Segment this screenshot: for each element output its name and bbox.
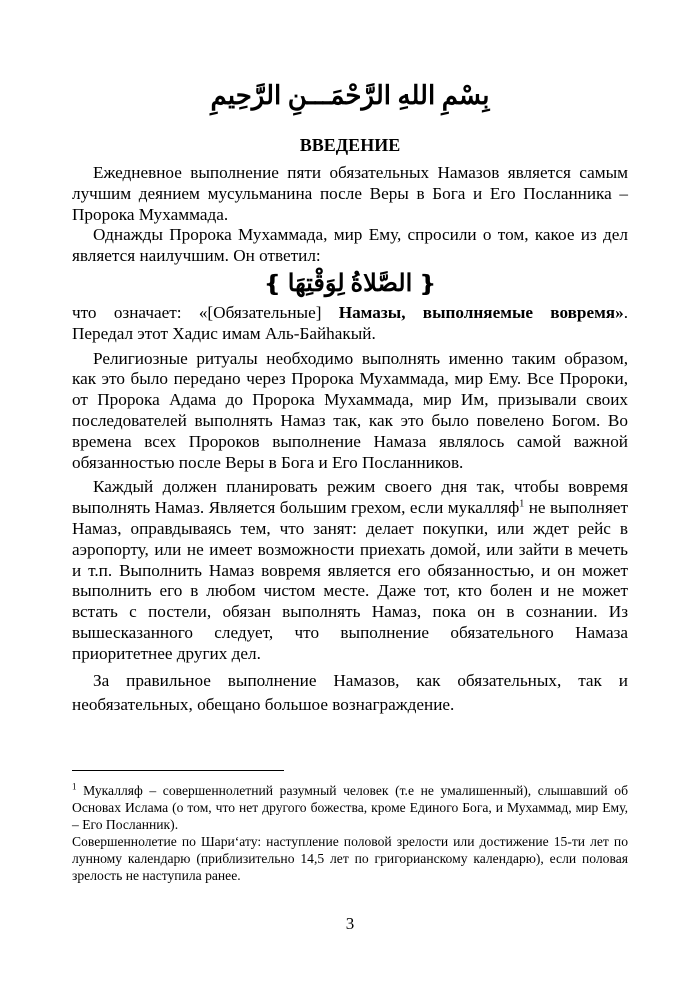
paragraph-3-emphasis: Намазы, выполняемые вовремя» [338, 302, 624, 322]
ornate-bracket-right-icon: ❴ [418, 270, 437, 296]
paragraph-1: Ежедневное выполнение пяти обязательных Намазов является самым лучшим деянием мусульманина после Веры в Бога и Его Посланника – Пророка Мухаммада. [72, 163, 628, 224]
footnote-1 [72, 782, 628, 833]
footnote-divider [72, 770, 284, 771]
paragraph-6: За правильное выполнение Намазов, как обязательных, так и необязательных, обещано большое вознаграждение. [72, 670, 628, 714]
paragraph-3-intro: что означает: «[Обязательные] [72, 302, 339, 322]
arabic-hadith-text: الصَّلاةُ لِوَقْتِهَا [287, 270, 413, 297]
footnote-ref-1[interactable]: 1 [519, 498, 525, 510]
ornate-bracket-left-icon: ❵ [263, 270, 282, 296]
paragraph-2: Однажды Пророка Мухаммада, мир Ему, спросили о том, какое из дел является наилучшим. Он ответил: [72, 225, 628, 266]
paragraph-3-source: . Передал этот Хадис имам Аль-Байhакый. [72, 302, 628, 343]
page-title: ВВЕДЕНИЕ [299, 135, 401, 155]
footnote-2: Совершеннолетие по Шари‘ату: наступление половой зрелости или достижение 15-ти лет по лунному календарю (приблизительно 14,5 лет по григорианскому календарю), если половая зрелость не наступила ранее. [72, 834, 628, 883]
footnotes [72, 782, 628, 884]
paragraph-5 [72, 477, 628, 664]
main-text [72, 163, 628, 717]
footnote-marker-1: 1 [72, 781, 77, 792]
arabic-hadith-quote [72, 267, 628, 303]
page-number: 3 [345, 914, 355, 933]
basmala: بِسْمِ اللهِ الرَّحْمَـــنِ الرَّحِيمِ [210, 81, 490, 110]
paragraph-5-rest: не выполняет Намаз, оправдываясь тем, что занят: делает покупки, или ждет рейс в аэропорту, или не имеет возможности приехать домой, или зайти в мечеть и т.п. Выполнить Намаз вовремя является его обязанностью, и он может выполнить его в любом чистом месте. Даже тот, кто болен и не может встать с постели, обязан выполнять Намаз, пока он в сознании. Из вышесказанного следует, что выполнение обязательного Намаза приоритетнее других дел. [72, 498, 628, 663]
paragraph-3 [72, 303, 628, 345]
footnote-1-text: Мукалляф – совершеннолетний разумный человек (т.е не умалишенный), слышавший об Основах Ислама (о том, что нет другого божества, кроме Единого Бога, и Мухаммад, мир Ему, – Его Посланник). [72, 783, 628, 832]
paragraph-5-start: Каждый должен планировать режим своего дня так, чтобы вовремя выполнять Намаз. Является большим грехом, если мукалляф [72, 477, 628, 518]
paragraph-4: Религиозные ритуалы необходимо выполнять именно таким образом, как это было передано через Пророка Мухаммада, мир Ему. Все Пророки, от Пророка Адама до Пророка Мухаммада, мир Им, призывали своих последователей выполнять Намаз так, как это было повелено Богом. Во времена всех Пророков выполнение Намаза являлось самой важной обязанностью после Веры в Бога и Его Посланников. [72, 348, 628, 472]
